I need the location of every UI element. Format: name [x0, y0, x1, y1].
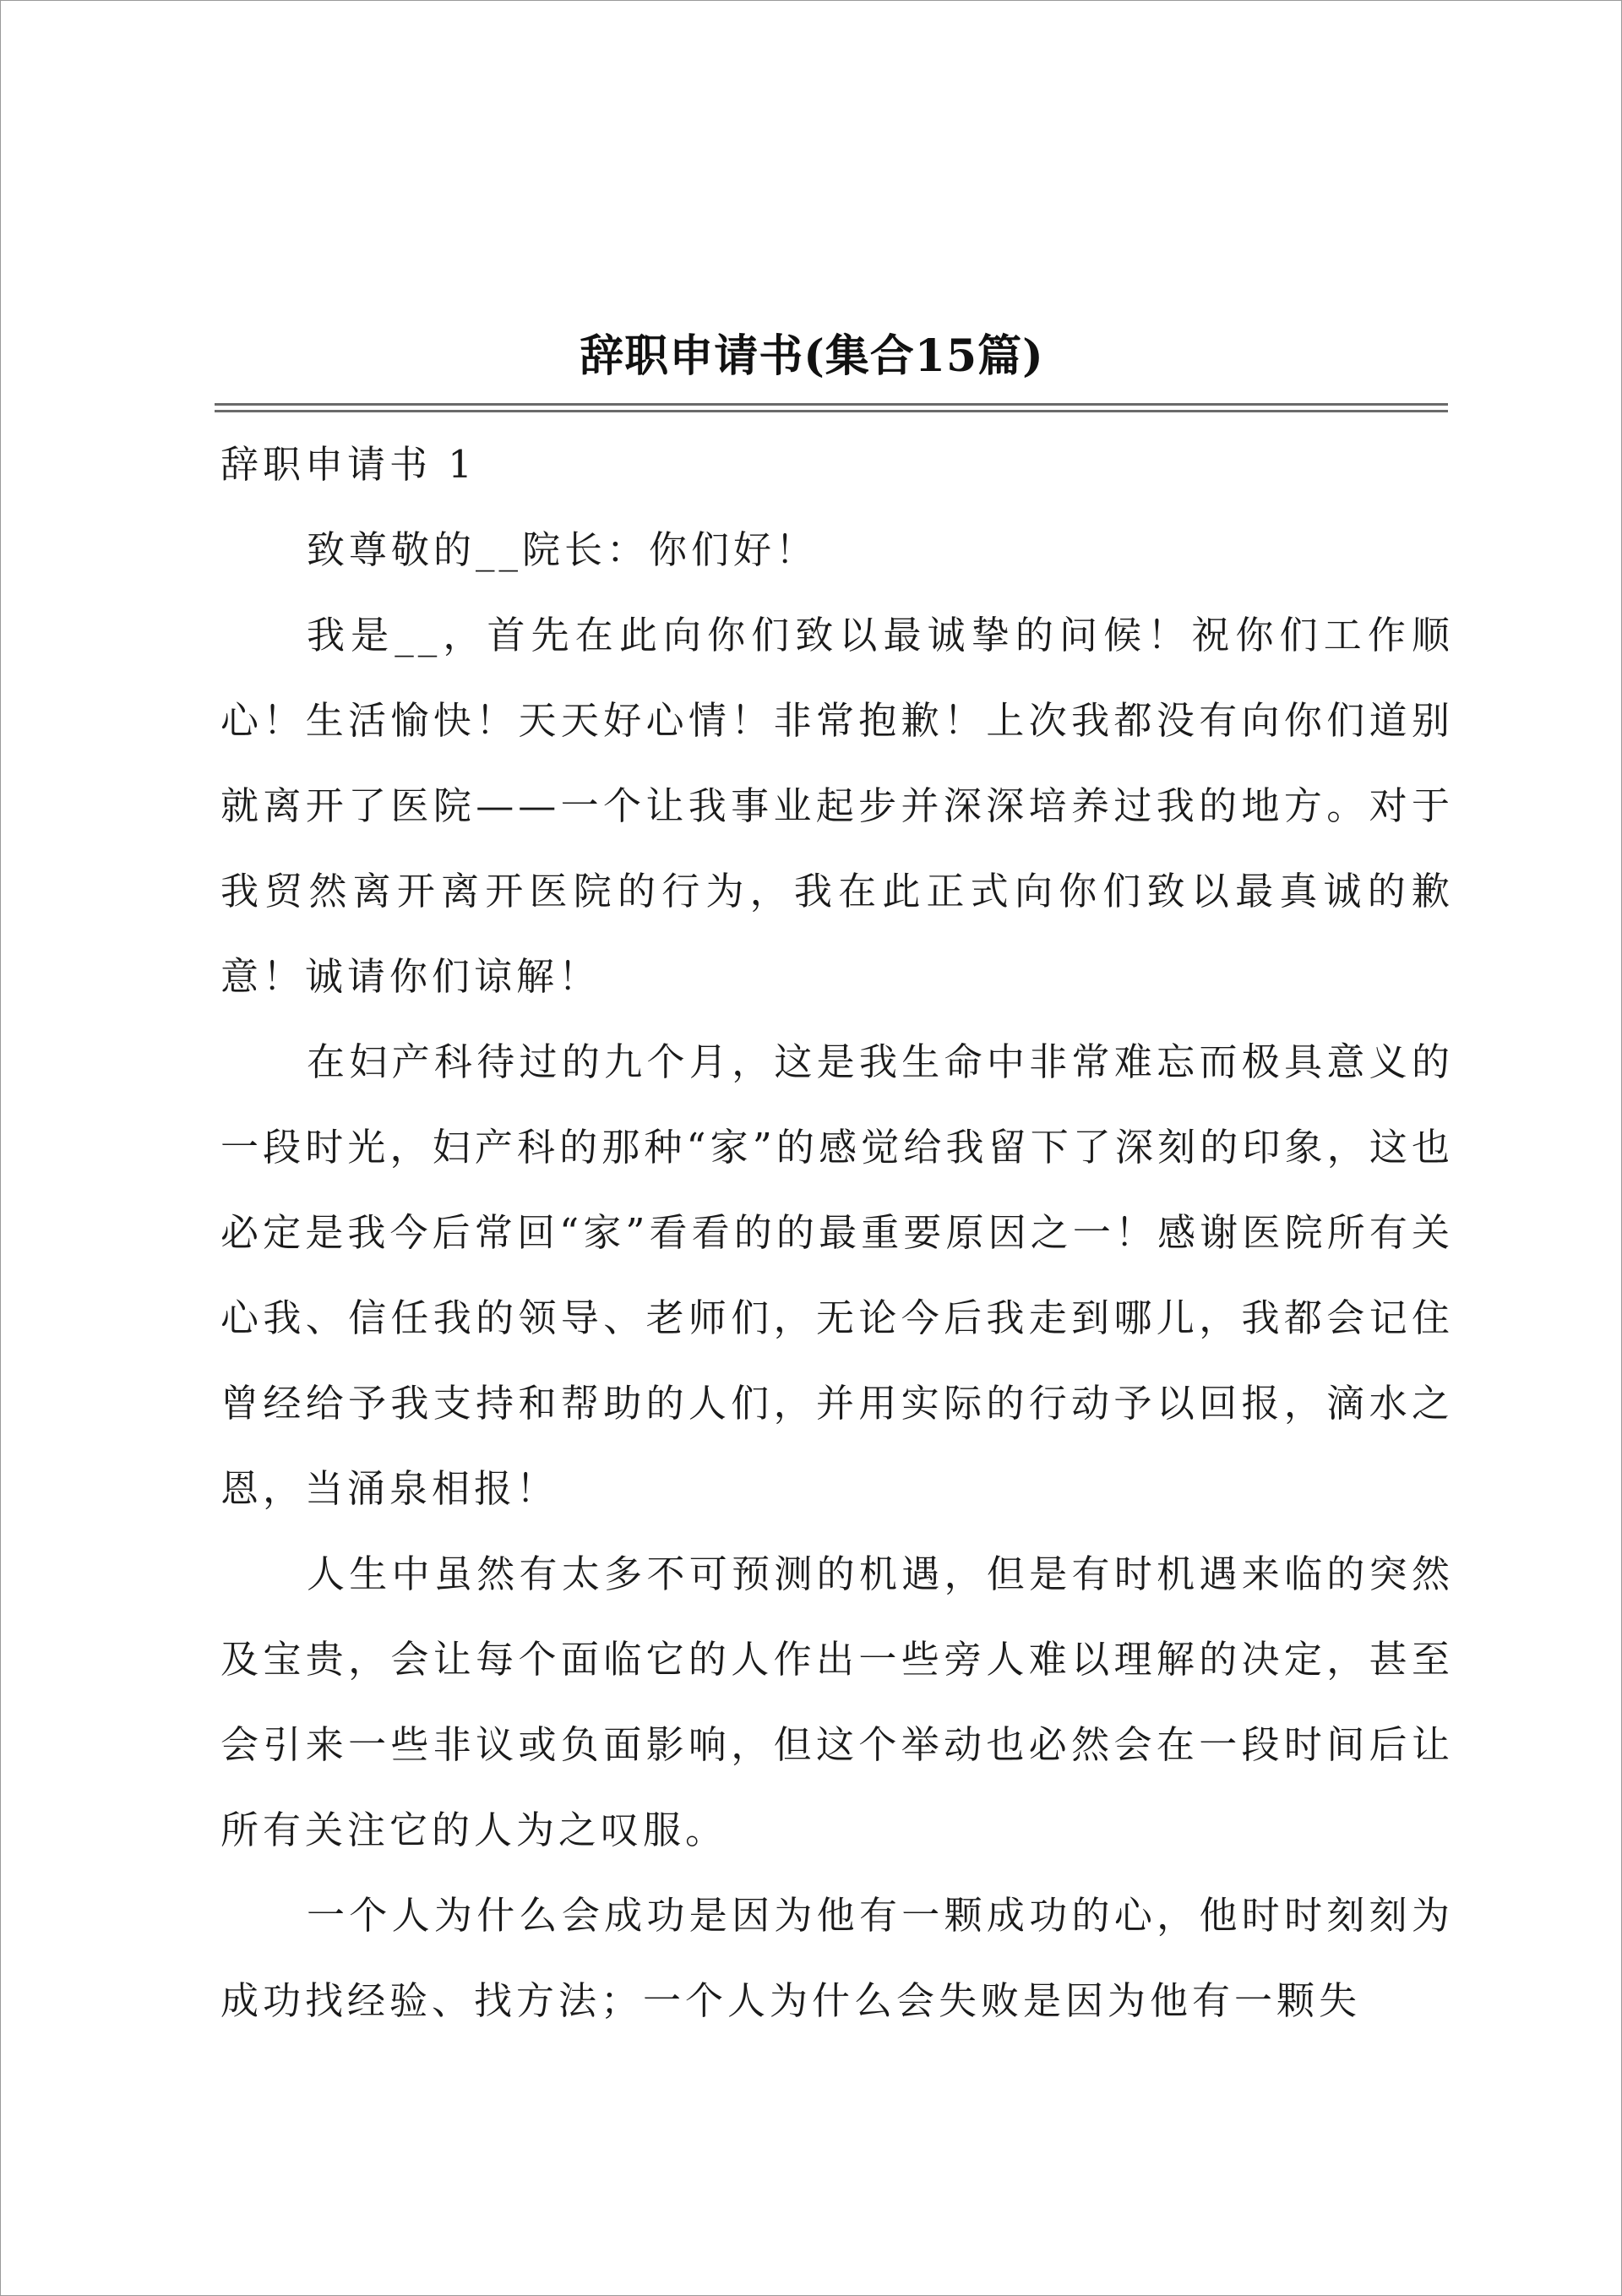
title-underline-top	[215, 403, 1448, 406]
body-paragraph: 人生中虽然有太多不可预测的机遇，但是有时机遇来临的突然及宝贵，会让每个面临它的人作出一些旁人难以理解的决定，甚至会引来一些非议或负面影响，但这个举动也必然会在一段时间后让所有关注它的人为之叹服。	[220, 1552, 1454, 1852]
body-paragraph: 我是__，首先在此向你们致以最诚挚的问候！祝你们工作顺心！生活愉快！天天好心情！非常抱歉！上次我都没有向你们道别就离开了医院——一个让我事业起步并深深培养过我的地方。对于我贸然离开离开医院的行为，我在此正式向你们致以最真诚的歉意！诚请你们谅解！	[220, 613, 1454, 999]
salutation-paragraph: 致尊敬的__院长：你们好！	[307, 527, 819, 572]
title-underline-bottom	[215, 410, 1448, 412]
document-body	[220, 422, 1454, 2043]
body-paragraph: 在妇产科待过的九个月，这是我生命中非常难忘而极具意义的一段时光，妇产科的那种“家”的感觉给我留下了深刻的印象，这也必定是我今后常回“家”看看的的最重要原因之一！感谢医院所有关心我、信任我的领导、老师们，无论今后我走到哪儿，我都会记住曾经给予我支持和帮助的人们，并用实际的行动予以回报，滴水之恩，当涌泉相报！	[220, 1039, 1454, 1511]
section-heading: 辞职申请书 1	[220, 442, 476, 487]
body-paragraph: 一个人为什么会成功是因为他有一颗成功的心，他时时刻刻为成功找经验、找方法；一个人为什么会失败是因为他有一颗失	[220, 1893, 1454, 2023]
document-title: 辞职申请书(集合15篇)	[580, 330, 1044, 382]
